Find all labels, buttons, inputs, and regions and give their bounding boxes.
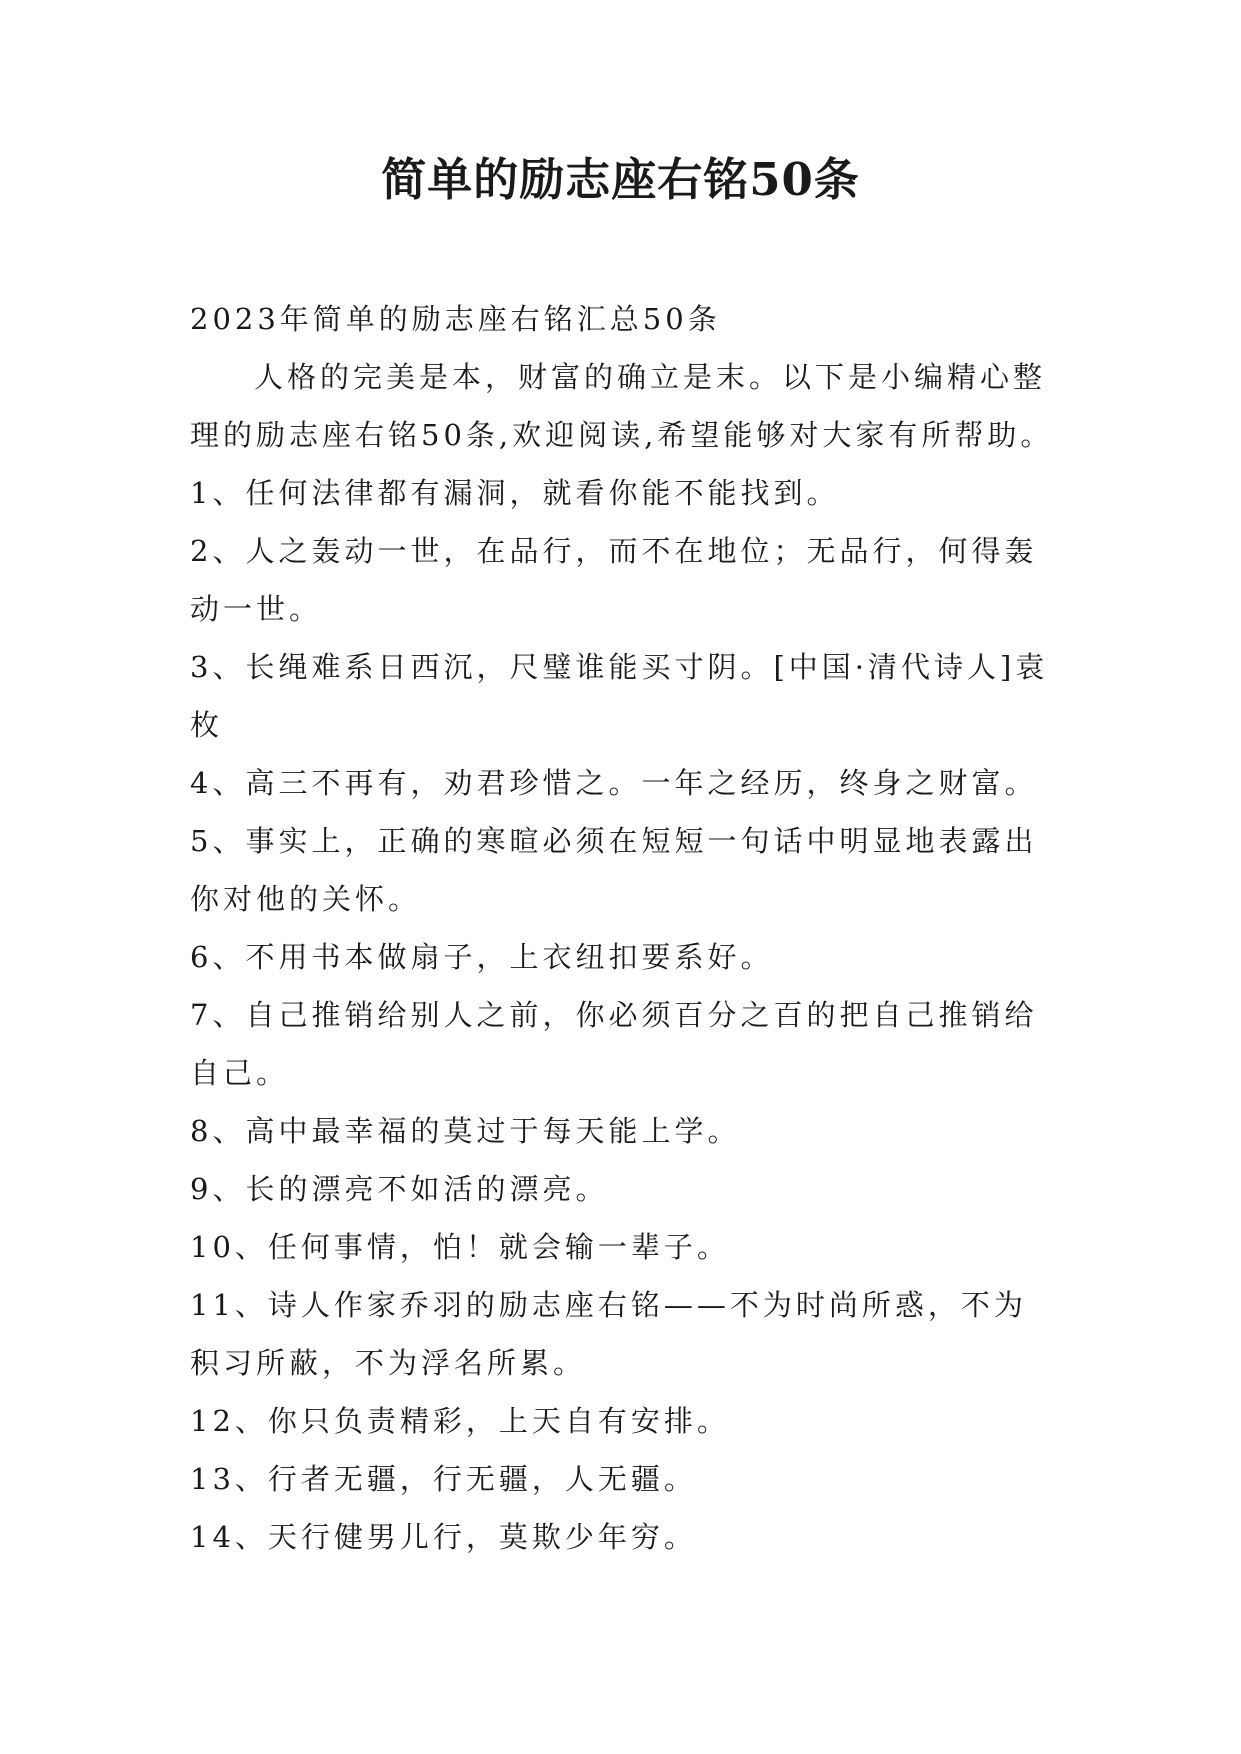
list-item: 5、事实上，正确的寒暄必须在短短一句话中明显地表露出你对他的关怀。	[190, 824, 1038, 916]
list-item: 11、诗人作家乔羽的励志座右铭——不为时尚所惑，不为积习所蔽，不为浮名所累。	[190, 1288, 1027, 1380]
list-item: 6、不用书本做扇子，上衣纽扣要系好。	[190, 940, 774, 974]
list-item: 10、任何事情，怕！就会输一辈子。	[190, 1230, 730, 1264]
list-item: 3、长绳难系日西沉，尺璧谁能买寸阴。[中国·清代诗人]袁枚	[190, 650, 1049, 742]
list-item: 7、自己推销给别人之前，你必须百分之百的把自己推销给自己。	[190, 998, 1038, 1090]
list-item: 13、行者无疆，行无疆，人无疆。	[190, 1462, 697, 1496]
list-item: 8、高中最幸福的莫过于每天能上学。	[190, 1114, 741, 1148]
document-body	[190, 290, 1058, 1566]
list-item: 1、任何法律都有漏洞，就看你能不能找到。	[190, 476, 840, 510]
list-item: 4、高三不再有，劝君珍惜之。一年之经历，终身之财富。	[190, 766, 1038, 800]
list-item: 12、你只负责精彩，上天自有安排。	[190, 1404, 730, 1438]
list-item: 2、人之轰动一世，在品行，而不在地位；无品行，何得轰动一世。	[190, 534, 1038, 626]
page-title: 简单的励志座右铭50条	[381, 153, 860, 206]
list-item: 14、天行健男儿行，莫欺少年穷。	[190, 1520, 697, 1554]
subtitle-line: 2023年简单的励志座右铭汇总50条	[190, 302, 721, 336]
list-item: 9、长的漂亮不如活的漂亮。	[190, 1172, 609, 1206]
intro-paragraph: 人格的完美是本，财富的确立是末。以下是小编精心整理的励志座右铭50条,欢迎阅读,希望能够对大家有所帮助。	[190, 360, 1054, 452]
